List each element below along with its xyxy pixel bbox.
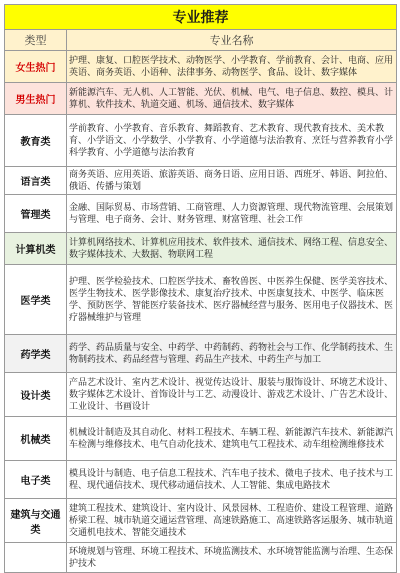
table-row [5,51,397,83]
row-majors: 护理、康复、口腔医学技术、动物医学、小学教育、学前教育、会计、电商、应用英语、商务英语、小语种、法律事务、动物医学、食品、设计、数字媒体 [67,51,397,83]
table-row [5,543,397,573]
table-row [5,265,397,335]
column-header-category: 类型 [5,30,67,51]
table-row [5,83,397,115]
table-row [5,373,397,417]
table-row [5,167,397,195]
table-row [5,233,397,265]
row-category: 教育类 [5,115,67,167]
row-majors: 机械设计制造及其自动化、材料工程技术、车辆工程、新能源汽车技术、新能源汽车检测与维修技术、电气自动化技术、建筑电气工程技术、动车组检测维修技术 [67,417,397,461]
table-body [5,51,397,573]
table-row [5,335,397,373]
row-majors: 学前教育、小学教育、音乐教育、舞蹈教育、艺术教育、现代教育技术、美术教育、小学语文、小学数学、小学教育、小学道德与法治教育、烹饪与营养教育小学科学教育、小学道德与法治教育 [67,115,397,167]
row-category: 管理类 [5,195,67,233]
row-category: 计算机类 [5,233,67,265]
table-row [5,417,397,461]
column-header-majors: 专业名称 [67,30,397,51]
row-category: 男生热门 [5,83,67,115]
recommendation-sheet [4,4,396,573]
majors-table [4,4,397,573]
row-category: 语言类 [5,167,67,195]
row-majors: 计算机网络技术、计算机应用技术、软件技术、通信技术、网络工程、信息安全、数字媒体技术、大数据、物联网工程 [67,233,397,265]
row-category: 建筑与交通类 [5,499,67,543]
row-majors: 商务英语、应用英语、旅游英语、商务日语、应用日语、西班牙、韩语、阿拉伯、俄语、传播与策划 [67,167,397,195]
row-category [5,543,67,573]
row-majors: 建筑工程技术、建筑设计、室内设计、风景园林、工程造价、建设工程管理、道路桥梁工程、城市轨道交通运营管理、高速铁路施工、高速铁路客运服务、城市轨道交通机电技术、智能交通技术 [67,499,397,543]
row-majors: 护理、医学检验技术、口腔医学技术、畜牧兽医、中医养生保健、医学美容技术、医学生物技术、医学影像技术、康复治疗技术、中医康复技术、中医学、临床医学、预防医学、智能医疗装备技术、医疗器械经营与服务、医用电子仪器技术、医疗器械维护与管理 [67,265,397,335]
row-majors: 药学、药品质量与安全、中药学、中药制药、药物社会与工作、化学制药技术、生物制药技术、药品经营与管理、药品生产技术、中药生产与加工 [67,335,397,373]
table-row [5,499,397,543]
row-category: 药学类 [5,335,67,373]
row-category: 设计类 [5,373,67,417]
row-category: 电子类 [5,461,67,499]
row-category: 医学类 [5,265,67,335]
row-majors: 环境规划与管理、环境工程技术、环境监测技术、水环境智能监测与治理、生态保护技术 [67,543,397,573]
row-category: 机械类 [5,417,67,461]
table-row [5,195,397,233]
row-majors: 模具设计与制造、电子信息工程技术、汽车电子技术、微电子技术、电子技术与工程、现代通信技术、现代移动通信技术、人工智能、集成电路技术 [67,461,397,499]
table-row [5,115,397,167]
table-row [5,461,397,499]
row-majors: 产品艺术设计、室内艺术设计、视觉传达设计、服装与服饰设计、环境艺术设计、数字媒体艺术设计、首饰设计与工艺、动漫设计、游戏艺术设计、广告艺术设计、工业设计、书画设计 [67,373,397,417]
row-category: 女生热门 [5,51,67,83]
row-majors: 金融、国际贸易、市场营销、工商管理、人力资源管理、现代物流管理、会展策划与管理、电子商务、会计、财务管理、财富管理、社会工作 [67,195,397,233]
table-title: 专业推荐 [5,5,397,30]
row-majors: 新能源汽车、无人机、人工智能、光伏、机械、电气、电子信息、数控、模具、计算机、软件技术、轨道交通、机场、通信技术、数字媒体 [67,83,397,115]
